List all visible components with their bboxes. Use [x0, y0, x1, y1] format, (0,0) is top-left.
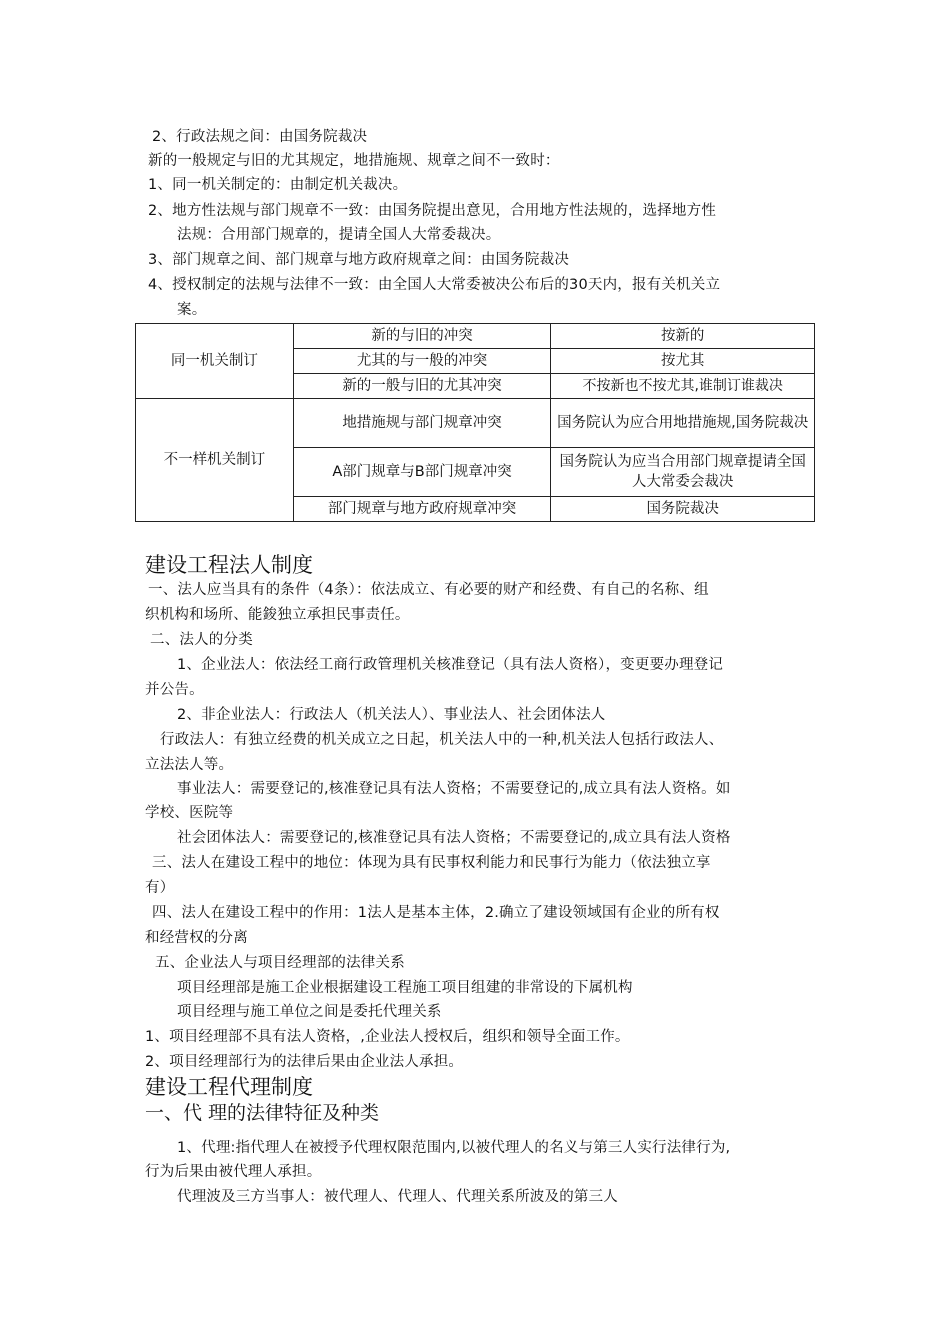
table-cell: 按尤其: [551, 349, 815, 374]
text-line: 和经营权的分离: [145, 930, 248, 946]
text-line: 2、非企业法人：行政法人（机关法人）、事业法人、社会团体法人: [177, 707, 606, 723]
group-cell: 同一机关制订: [136, 324, 294, 399]
section-title: 建设工程代理制度: [145, 1075, 313, 1099]
text-line: 一、法人应当具有的条件（4条）：依法成立、有必要的财产和经费、有自己的名称、组: [148, 582, 709, 598]
text-line: 代理波及三方当事人：被代理人、代理人、代理关系所波及的第三人: [177, 1189, 618, 1205]
section-title: 建设工程法人制度: [145, 553, 313, 577]
text-line: 1、项目经理部不具有法人资格，,企业法人授权后，组织和领导全面工作。: [145, 1029, 630, 1045]
text-line: 2、地方性法规与部门规章不一致：由国务院提出意见，合用地方性法规的，选择地方性: [148, 203, 717, 219]
text-line: 2、项目经理部行为的法律后果由企业法人承担。: [145, 1054, 464, 1070]
text-line: 学校、医院等: [145, 805, 234, 821]
text-line: 法规：合用部门规章的，提请全国人大常委裁决。: [177, 227, 501, 243]
text-line: 立法法人等。: [145, 757, 234, 773]
table-cell: 新的一般与旧的尤其冲突: [293, 374, 551, 399]
text-line: 2、行政法规之间：由国务院裁决: [152, 129, 368, 145]
text-line: 行为后果由被代理人承担。: [145, 1164, 322, 1180]
table-cell: 尤其的与一般的冲突: [293, 349, 551, 374]
text-line: 案。: [177, 302, 207, 318]
text-line: 社会团体法人：需要登记的,核准登记具有法人资格；不需要登记的,成立具有法人资格: [177, 830, 731, 846]
table-cell: 国务院认为应当合用部门规章提请全国人大常委会裁决: [551, 448, 815, 497]
text-line: 3、部门规章之间、部门规章与地方政府规章之间：由国务院裁决: [148, 252, 570, 268]
text-line: 二、法人的分类: [150, 632, 253, 648]
text-line: 事业法人：需要登记的,核准登记具有法人资格；不需要登记的,成立具有法人资格。如: [177, 781, 731, 797]
text-line: 1、同一机关制定的：由制定机关裁决。: [148, 177, 408, 193]
text-line: 项目经理与施工单位之间是委托代理关系: [177, 1004, 442, 1020]
table-cell: A部门规章与B部门规章冲突: [293, 448, 551, 497]
text-line: 并公告。: [145, 682, 204, 698]
table-row: [136, 324, 815, 349]
table-cell: 不按新也不按尤其,谁制订谁裁决: [551, 374, 815, 399]
text-line: 有）: [145, 880, 175, 896]
text-line: 1、企业法人：依法经工商行政管理机关核准登记（具有法人资格），变更要办理登记: [177, 657, 724, 673]
text-line: 项目经理部是施工企业根据建设工程施工项目组建的非常设的下属机构: [177, 980, 633, 996]
text-line: 四、法人在建设工程中的作用：1法人是基本主体，2.确立了建设领域国有企业的所有权: [152, 905, 720, 921]
table-cell: 地措施规与部门规章冲突: [293, 399, 551, 448]
table-row: [136, 399, 815, 448]
table-cell: 国务院裁决: [551, 497, 815, 522]
text-line: 三、法人在建设工程中的地位：体现为具有民事权利能力和民事行为能力（依法独立享: [152, 855, 711, 871]
text-line: 行政法人：有独立经费的机关成立之日起，机关法人中的一种,机关法人包括行政法人、: [160, 732, 724, 748]
text-line: 1、代理:指代理人在被授予代理权限范围内,以被代理人的名义与第三人实行法律行为,: [177, 1140, 731, 1156]
section-subtitle: 一、代 理的法律特征及种类: [145, 1102, 380, 1124]
text-line: 五、企业法人与项目经理部的法律关系: [155, 955, 405, 971]
text-line: 新的一般规定与旧的尤其规定，地措施规、规章之间不一致时：: [148, 153, 560, 169]
conflict-table: [135, 323, 815, 522]
table-cell: 新的与旧的冲突: [293, 324, 551, 349]
group-cell: 不一样机关制订: [136, 399, 294, 522]
table-cell: 按新的: [551, 324, 815, 349]
text-line: 4、授权制定的法规与法律不一致：由全国人大常委被决公布后的30天内，报有关机关立: [148, 277, 721, 293]
text-line: 织机构和场所、能鋑独立承担民事责任。: [145, 607, 410, 623]
table-cell: 国务院认为应合用地措施规,国务院裁决: [551, 399, 815, 448]
table-cell: 部门规章与地方政府规章冲突: [293, 497, 551, 522]
